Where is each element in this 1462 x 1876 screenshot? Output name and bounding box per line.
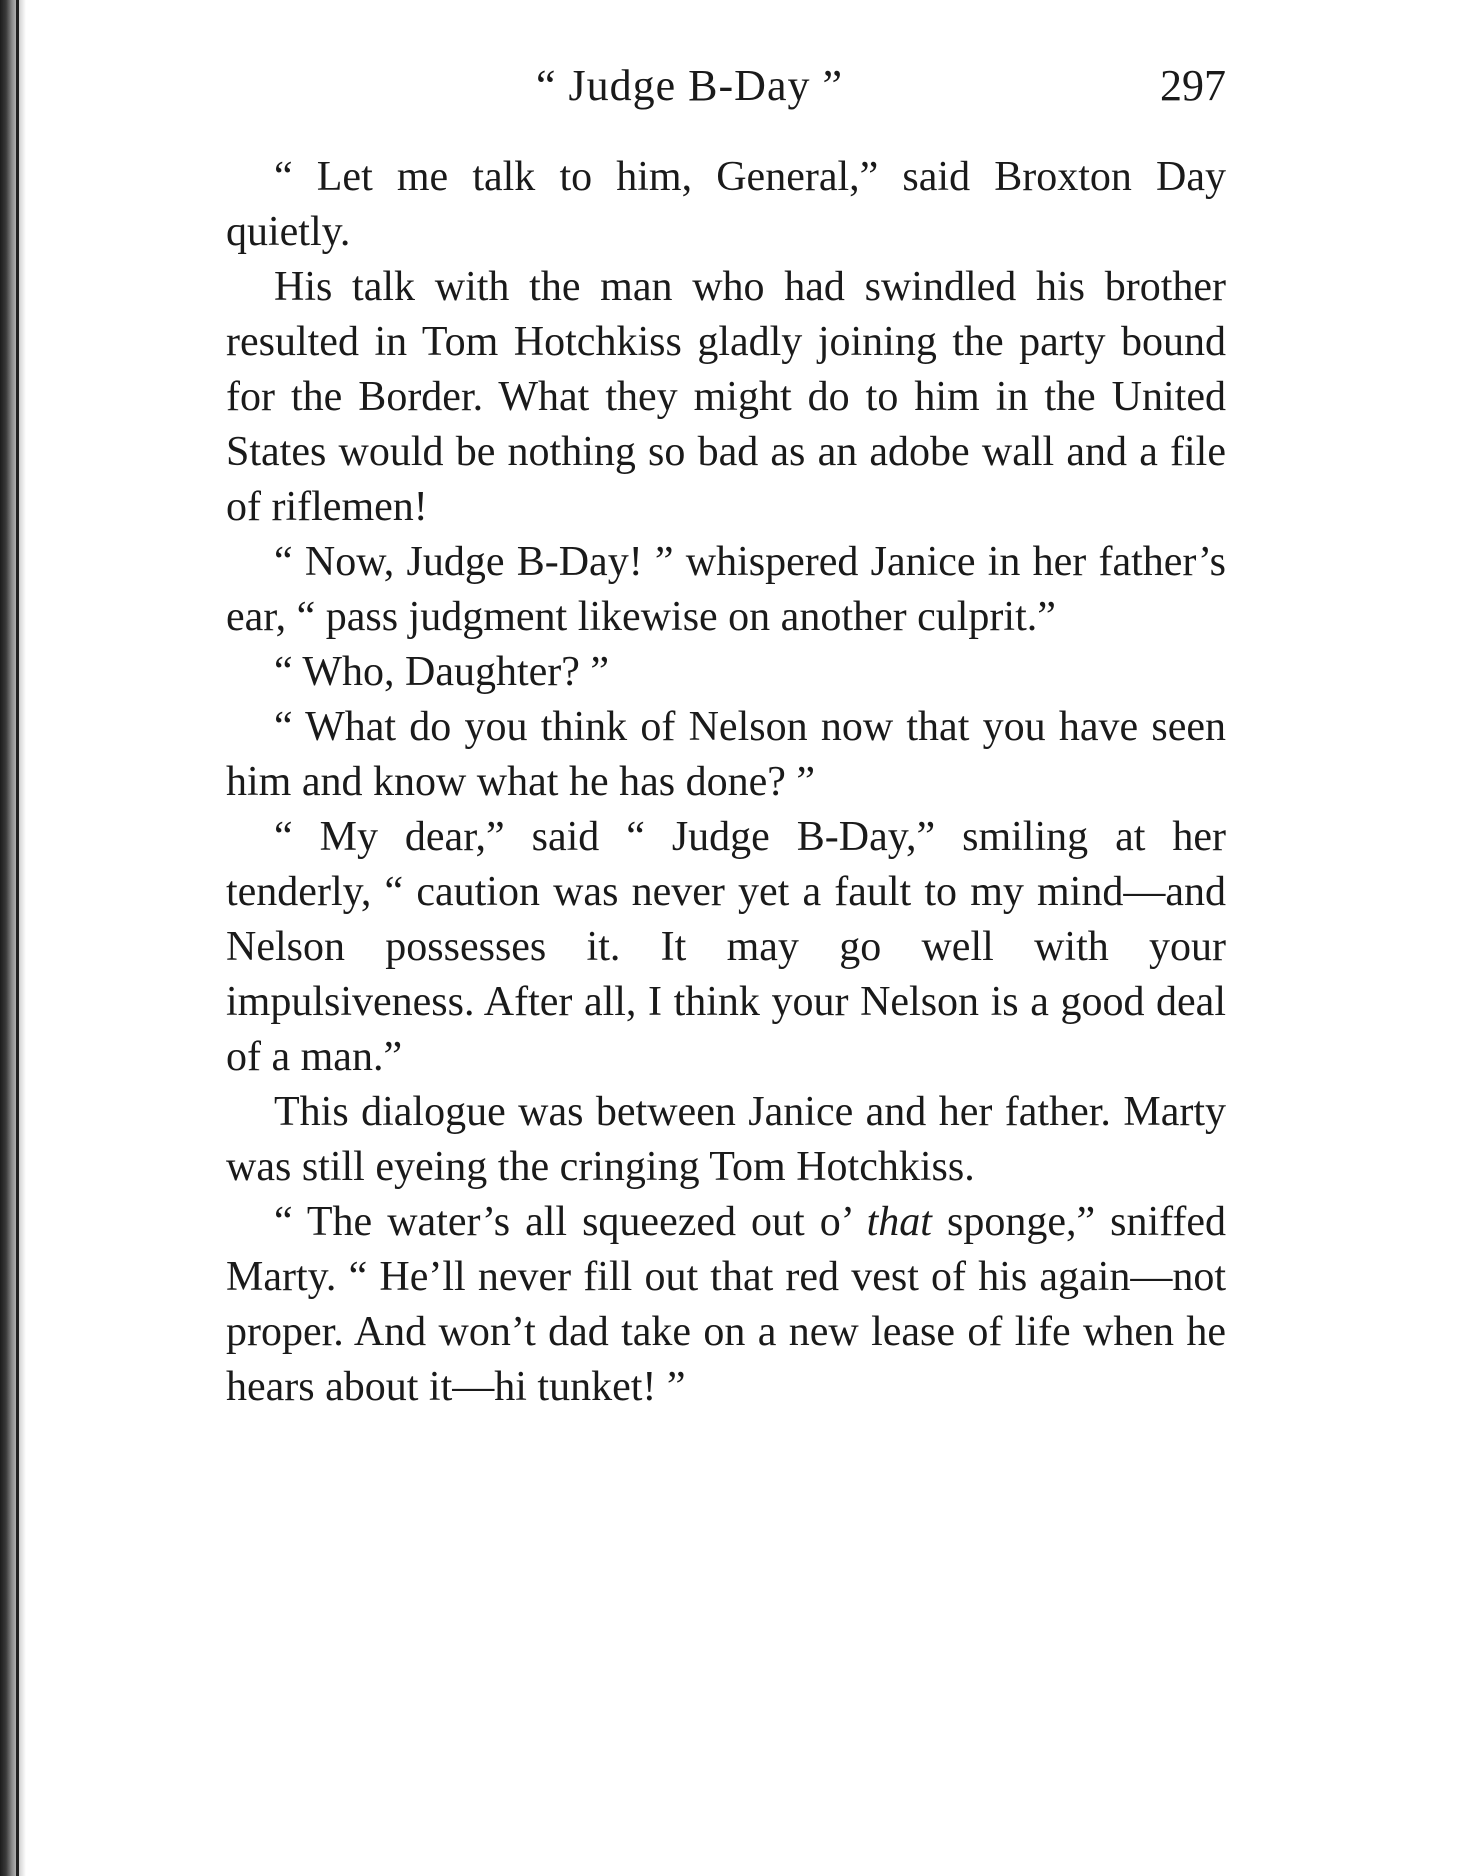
paragraph: “ Let me talk to him, General,” said Broxton Day quietly. [226, 154, 1226, 255]
paragraph-text-end: sponge,” sniffed Marty. “ He’ll never fill out that red vest of his again—not proper. And won’t dad take on a new lease of life when he hears about it—hi tunket! ” [226, 1199, 1226, 1410]
italic-emphasis: that [866, 1199, 932, 1245]
page-binding-edge [16, 0, 19, 1876]
page-edge-shadow [0, 0, 26, 1876]
page-number: 297 [1160, 61, 1226, 110]
body-text [226, 150, 1226, 1415]
paragraph: His talk with the man who had swindled his brother resulted in Tom Hotchkiss gladly joining the party bound for the Border. What they might do to him in the United States would be nothing so bad as an adobe wall and a file of riflemen! [226, 264, 1226, 530]
page-header [226, 60, 1226, 120]
paragraph [226, 1195, 1226, 1415]
running-title: “ Judge B-Day ” [536, 61, 844, 110]
paragraph: “ Who, Daughter? ” [274, 649, 610, 695]
paragraph: “ What do you think of Nelson now that you have seen him and know what he has done? ” [226, 704, 1226, 805]
paragraph-text-start: “ The water’s all squeezed out o’ [274, 1199, 867, 1245]
paragraph: This dialogue was between Janice and her father. Marty was still eyeing the cringing Tom Hotchkiss. [226, 1089, 1226, 1190]
paragraph: “ Now, Judge B-Day! ” whispered Janice in her father’s ear, “ pass judgment likewise on another culprit.” [226, 539, 1226, 640]
paragraph: “ My dear,” said “ Judge B-Day,” smiling at her tenderly, “ caution was never yet a fault to my mind—and Nelson possesses it. It may go well with your impulsiveness. After all, I think your Nelson is a good deal of a man.” [226, 814, 1226, 1080]
